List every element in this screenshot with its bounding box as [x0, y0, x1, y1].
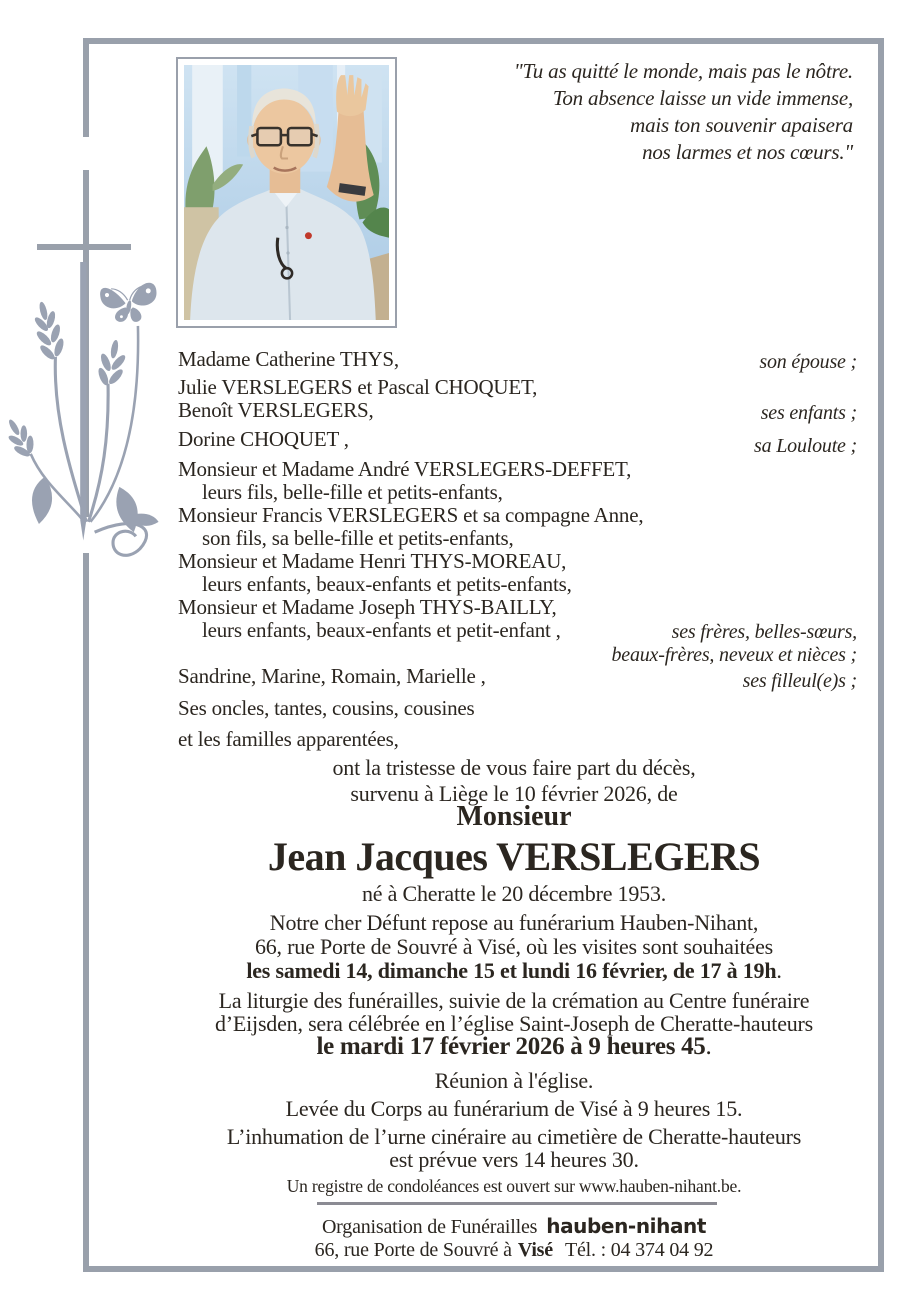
frame-gap-top — [79, 137, 93, 170]
relation-label-children: ses enfants ; — [760, 402, 857, 424]
ceremony-period: . — [705, 1033, 712, 1060]
ceremony-date: le mardi 17 février 2026 à 9 heures 45 — [316, 1033, 706, 1060]
repose-line-1: Notre cher Défunt repose au funérarium Hauben-Nihant, — [269, 910, 759, 935]
quote-line: mais ton souvenir apaisera — [630, 113, 853, 137]
family-line-children-2: Benoît VERSLEGERS, — [178, 398, 374, 422]
meeting-line: Réunion à l'église. — [434, 1068, 594, 1093]
relation-label-spouse: son épouse ; — [759, 351, 857, 373]
deceased-name: Jean Jacques VERSLEGERS — [267, 834, 761, 879]
deceased-title: Monsieur — [456, 801, 572, 832]
wheat-butterfly-icon — [8, 262, 173, 572]
funeral-home-logo: hauben-nihant — [546, 1214, 707, 1238]
family-line-sibling-4: Monsieur et Madame Joseph THYS-BAILLY, — [178, 595, 557, 619]
quote-line: "Tu as quitté le monde, mais pas le nôtre. — [513, 59, 853, 83]
address-city: Visé — [517, 1239, 553, 1261]
quote-line: Ton absence laisse un vide immense, — [552, 86, 853, 110]
family-line-sibling-3b: leurs enfants, beaux-enfants et petits-enfants, — [202, 572, 572, 596]
footer-address — [178, 1239, 850, 1262]
family-line-sibling-4b: leurs enfants, beaux-enfants et petit-enfant , — [202, 618, 561, 642]
visits-dates: les samedi 14, dimanche 15 et lundi 16 février, de 17 à 19h — [246, 958, 777, 983]
memorial-quote — [514, 58, 853, 166]
birth-line: né à Cheratte le 20 décembre 1953. — [361, 881, 667, 906]
address-street: 66, rue Porte de Souvré à — [314, 1239, 512, 1261]
announcement-line-2: survenu à Liège le 10 février 2026, de — [350, 781, 678, 806]
relation-label-godchildren: ses filleul(e)s ; — [742, 670, 857, 692]
organisation-prefix: Organisation de Funérailles — [321, 1216, 538, 1238]
address-phone: Tél. : 04 374 04 92 — [564, 1239, 714, 1261]
family-line-sibling-2: Monsieur Francis VERSLEGERS et sa compagne Anne, — [178, 503, 644, 527]
inhumation-line-1: L’inhumation de l’urne cinéraire au cimetière de Cheratte-hauteurs — [226, 1124, 802, 1149]
family-line-uncles: Ses oncles, tantes, cousins, cousines — [178, 696, 475, 720]
family-line-louloute: Dorine CHOQUET , — [178, 427, 349, 451]
family-line-sibling-1: Monsieur et Madame André VERSLEGERS-DEFFET, — [178, 457, 632, 481]
family-line-spouse: Madame Catherine THYS, — [178, 347, 399, 371]
register-line: Un registre de condoléances est ouvert sur www.hauben-nihant.be. — [286, 1176, 742, 1196]
announcement-line-1: ont la tristesse de vous faire part du décès, — [332, 755, 696, 780]
family-line-sibling-1b: leurs fils, belle-fille et petits-enfants, — [202, 480, 503, 504]
visits-period: . — [776, 958, 782, 983]
footer-divider — [317, 1202, 717, 1205]
liturgy-line-2: d’Eijsden, sera célébrée en l’église Saint-Joseph de Cheratte-hauteurs — [214, 1011, 814, 1036]
relation-label-siblings-1: ses frères, belles-sœurs, — [671, 621, 857, 643]
footer-organisation — [178, 1214, 850, 1239]
inhumation-line-2: est prévue vers 14 heures 30. — [389, 1147, 639, 1172]
cross-icon — [37, 244, 131, 250]
family-line-godchildren: Sandrine, Marine, Romain, Marielle , — [178, 664, 486, 688]
family-line-sibling-3: Monsieur et Madame Henri THYS-MOREAU, — [178, 549, 567, 573]
levee-line: Levée du Corps au funérarium de Visé à 9 heures 15. — [285, 1096, 743, 1121]
repose-line-2: 66, rue Porte de Souvré à Visé, où les visites sont souhaitées — [254, 934, 774, 959]
portrait-photo — [176, 57, 397, 328]
family-line-sibling-2b: son fils, sa belle-fille et petits-enfants, — [202, 526, 514, 550]
liturgy-line-1: La liturgie des funérailles, suivie de la crémation au Centre funéraire — [218, 988, 810, 1013]
quote-line: nos larmes et nos cœurs." — [642, 140, 853, 164]
family-line-related: et les familles apparentées, — [178, 727, 399, 751]
relation-label-louloute: sa Louloute ; — [754, 435, 857, 457]
relation-label-siblings-2: beaux-frères, neveux et nièces ; — [611, 644, 857, 666]
visits-line — [178, 958, 850, 984]
family-line-children-1: Julie VERSLEGERS et Pascal CHOQUET, — [178, 375, 538, 399]
ceremony-line — [178, 1033, 850, 1061]
